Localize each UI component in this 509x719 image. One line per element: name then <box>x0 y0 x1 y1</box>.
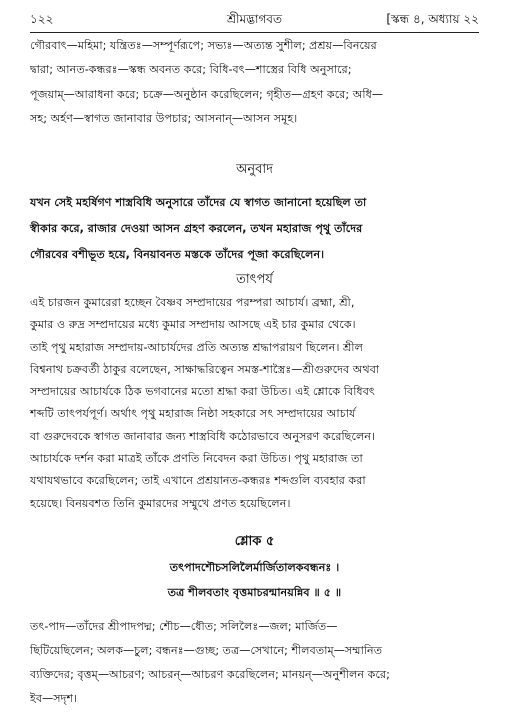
purport-line: তাই পৃথু মহারাজ সম্প্রদায়-আচার্যদের প্রতি অত্যন্ত শ্রদ্ধাপরায়ণ ছিলেন। শ্রীল <box>30 340 363 354</box>
verse-text <box>30 555 479 605</box>
synonym-line: গৌরবাৎ—মহিমা; যন্ত্রিতঃ—সম্পূর্ণরূপে; সভ্যঃ—অত্যন্ত সুশীল; প্রশ্রয়—বিনয়ের <box>30 39 377 52</box>
synonyms-bottom <box>30 615 479 711</box>
synonym-line: তৎ-পাদ—তাঁদের শ্রীপাদপদ্ম; শৌচ—ধৌত; সলিলৈঃ—জল; মার্জিত— <box>30 620 338 633</box>
translation-heading: অনুবাদ <box>236 162 273 177</box>
purport-line: এই চারজন কুমারেরা হচ্ছেন বৈষ্ণব সম্প্রদায়ের পরম্পরা আচার্য। ব্রহ্মা, শ্রী, <box>30 296 355 309</box>
synonym-line: দ্বারা; আনত-কন্ধরঃ—স্কন্ধ অবনত করে; বিধি-বৎ—শাস্ত্রের বিধি অনুসারে; <box>30 63 352 77</box>
verse-line: তত্র শীলবতাং বৃত্তমাচরন্মানয়ন্নিব ॥ ৫ ॥ <box>167 586 342 599</box>
purport-section <box>30 268 479 292</box>
page-header <box>30 8 479 30</box>
purport-line: আচার্যকে দর্শন করা মাত্রই তাঁকে প্রণতি নিবেদন করা উচিত। পৃথু মহারাজ তা <box>30 452 363 466</box>
synonym-line: ব্যক্তিদের; বৃত্তম্—আচরণ; আচরন্—আচরণ করেছিলেন; মানয়ন্—অনুশীলন করে; <box>30 668 390 681</box>
purport-line: বা গুরুদেবকে স্বাগত জানাবার জন্য শাস্ত্রবিধি কঠোরভাবে অনুসরণ করেছিলেন। <box>30 429 375 443</box>
page-number: ১২২ <box>30 12 54 26</box>
synonym-line: পূজয়াম্—আরাধনা করে; চক্রে—অনুষ্ঠান করেছিলেন; গৃহীত—গ্রহণ করে; অধি— <box>30 87 384 101</box>
purport-line: যথাযথভাবে করেছিলেন; তাই এখানে প্রশ্রয়ানত-কন্ধরঃ শব্দগুলি ব্যবহার করা <box>30 474 366 488</box>
translation-line: স্বীকার করে, রাজার দেওয়া আসন গ্রহণ করলেন, তখন মহারাজ পৃথু তাঁদের <box>30 222 363 235</box>
synonyms-top <box>30 34 479 132</box>
verse-line: তৎপাদশৌচসলিলৈর্মার্জিতালকবন্ধনঃ । <box>169 561 340 574</box>
purport-line: বিশ্বনাথ চক্রবর্তী ঠাকুর বলেছেন, সাক্ষাদ্ধরিত্বেন সমস্ত-শাস্ত্রৈঃ—শ্রীগুরুদেব অথবা <box>30 362 380 376</box>
translation-line: যখন সেই মহর্ষিগণ শাস্ত্রবিধি অনুসারে তাঁদের যে স্বাগত জানানো হয়েছিল তা <box>30 196 367 209</box>
synonym-line: ছিটিয়েছিলেন; অলক—চুল; বন্ধনঃ—গুচ্ছ; তত্র—সেখানে; শীলবতাম্—সম্মানিত <box>30 644 383 657</box>
translation-section <box>30 158 479 182</box>
synonym-line: ইব—সদৃশ। <box>30 692 78 705</box>
translation-line: গৌরবের বশীভূত হয়ে, বিনয়াবনত মস্তকে তাঁদের পূজা করেছিলেন। <box>30 248 325 261</box>
verse-section <box>30 530 479 554</box>
header-divider <box>30 32 479 33</box>
purport-heading: তাৎপর্য <box>236 272 273 287</box>
purport-line: হয়েছে। বিনয়বশত তিনি কুমারদের সম্মুখে প্রণত হয়েছিলেন। <box>30 496 291 510</box>
purport-line: শব্দটি তাৎপর্যপূর্ণ। অর্থাৎ পৃথু মহারাজ নিষ্ঠা সহকারে সৎ সম্প্রদায়ের আচার্য <box>30 407 356 421</box>
synonym-line: সহ; অর্হণ—স্বাগত জানাবার উপচার; আসনান্—আসন সমূহ। <box>30 112 298 126</box>
verse-heading: শ্লোক ৫ <box>234 534 275 549</box>
purport-text <box>30 292 479 515</box>
translation-text <box>30 190 479 268</box>
purport-line: কুমার ও রুদ্র সম্প্রদায়ের মধ্যে কুমার সম্প্রদায় আসছে এই চার কুমার থেকে। <box>30 318 356 332</box>
chapter-reference: [স্কন্ধ ৪, অধ্যায় ২২ <box>386 12 479 26</box>
purport-line: সম্প্রদায়ের আচার্যকে ঠিক ভগবানের মতো শ্রদ্ধা করা উচিত। এই শ্লোকে বিধিবৎ <box>30 385 375 399</box>
book-title: শ্রীমদ্ভাগবত <box>226 12 282 26</box>
